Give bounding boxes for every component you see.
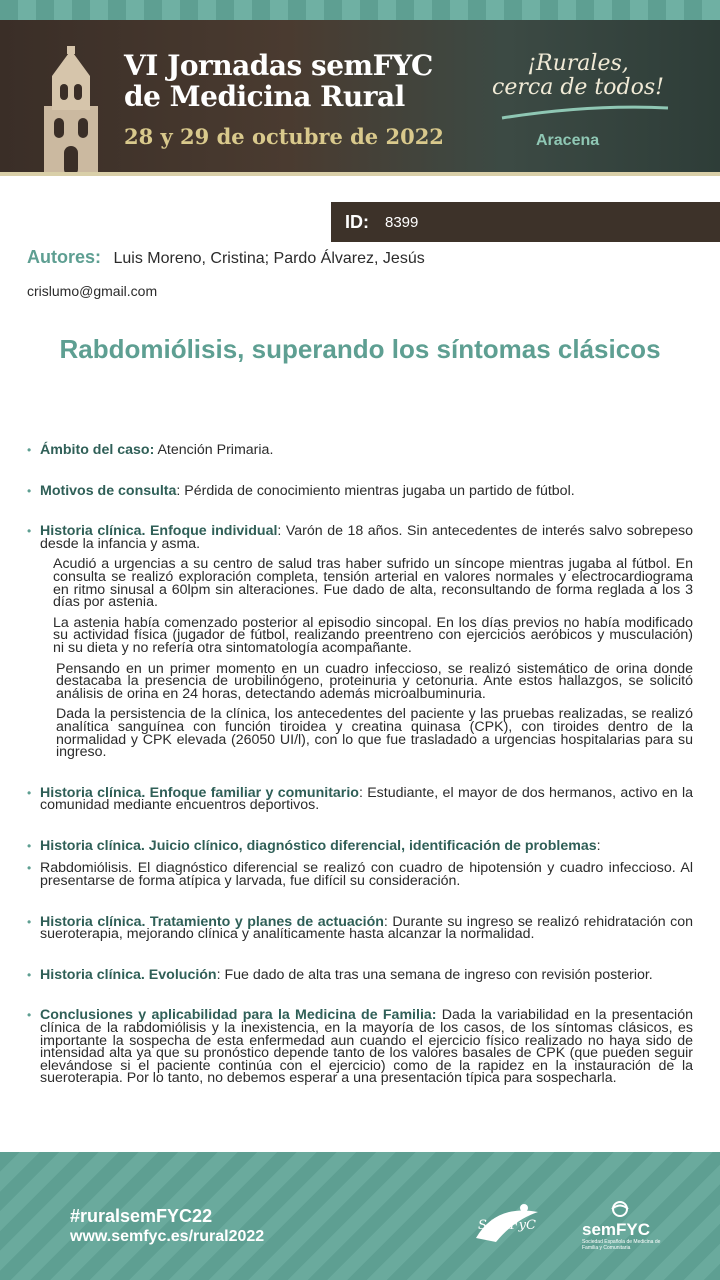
authors [27,247,707,268]
section-label: Historia clínica. Enfoque individual [40,523,278,540]
slogan-line1: ¡Rurales, [527,51,629,76]
section-text: : Estudiante, el mayor de dos hermanos, activo en la comunidad mediante encuentros deportivos. [40,784,693,814]
section-label: Conclusiones y aplicabilidad para la Medicina de Familia: [40,1007,437,1024]
semfyc-logo-subtitle: Sociedad Española de Medicina de Familia y Comunitaria [582,1239,661,1251]
event-dates: 28 y 29 de octubre de 2022 [124,124,444,149]
id-label: ID: [345,211,369,232]
bullet-icon: • [27,838,32,853]
case-content [27,444,693,1113]
section-text: Rabdomiólisis. El diagnóstico diferencial se realizó con cuadro de hipotensión y cuadro infeccioso. Al presentarse de forma atípica y larvada, fue difícil su consideración. [40,860,693,890]
authors-names: Luis Moreno, Cristina; Pardo Álvarez, Jesús [113,250,425,267]
section-enfoque-familiar [27,784,693,814]
footer-hashtag: #ruralsemFYC22 [70,1206,213,1226]
header-banner [0,0,720,176]
bullet-icon: • [27,443,32,457]
section-ambito [27,444,693,457]
event-title-line1: VI Jornadas semFYC [124,49,433,82]
section-text: : Fue dado de alta tras una semana de ingreso con revisión posterior. [216,966,653,983]
event-title [124,50,454,112]
section-label: Historia clínica. Tratamiento y planes de actuación [40,913,384,930]
bullet-icon: • [27,483,32,498]
slogan-line2: cerca de todos! [492,75,664,100]
section-text: Atención Primaria. [154,442,274,458]
semfyc-logo-text: semFYC [582,1220,651,1239]
banner-divider [0,172,720,176]
bullet-icon: • [27,967,32,982]
bullet-icon: • [27,914,32,929]
section-text: : [596,837,601,854]
section-label: Historia clínica. Enfoque familiar y comunitario [40,784,359,801]
event-place: Aracena [536,132,600,149]
id-value: 8399 [385,213,419,231]
section-conclusiones [27,1009,693,1085]
section-text: : Varón de 18 años. Sin antecedentes de interés salvo sobrepeso desde la infancia y asma. [40,523,693,552]
banner-pattern-strip [0,0,720,20]
section-motivos [27,482,693,499]
samfyc-logo-text: SAMFyC [478,1218,536,1233]
section-label: Historia clínica. Evolución [40,966,217,983]
paragraph: Acudió a urgencias a su centro de salud tras haber sufrido un síncope mientras jugaba al fútbol. En consulta se realizó exploración completa, tensión arterial en valores normales y electrocardiograma en ritmo sinusal a 60lpm sin alteraciones. Fue dado de alta, reconsultando de forma reglada a los 3 días por astenia. [53,556,693,611]
section-tratamiento [27,913,693,943]
section-text: : Durante su ingreso se realizó rehidratación con sueroterapia, mejorando clínica y analíticamente hasta alcanzar la normalidad. [40,913,693,943]
bullet-icon: • [27,861,32,876]
church-tower-icon [36,46,106,176]
section-label: Historia clínica. Juicio clínico, diagnóstico diferencial, identificación de problemas [40,837,597,854]
paragraph: Pensando en un primer momento en un cuadro infeccioso, se realizó sistemático de orina donde destacaba la presencia de urobilinógeno, proteinuria y cetonuria. Ante estos hallazgos, se solicitó análisis de orina en 24 horas, detectando además microalbuminuria. [56,660,693,702]
authors-label: Autores: [27,247,102,267]
footer-url: www.semfyc.es/rural2022 [70,1228,265,1245]
section-evolucion [27,966,693,983]
event-slogan [488,52,668,100]
paragraph: La astenia había comenzado posterior al episodio sincopal. En los días previos no había modificado su actividad física (jugador de fútbol, realizando preentreno con ejercicios aeróbicos y musculación) ni su dieta y no refería otra sintomatología acompañante. [53,614,693,656]
paragraph: Dada la persistencia de la clínica, los antecedentes del paciente y las pruebas realizadas, se realizó analítica sanguínea con función tiroidea y creatina quinasa (CPK), con tiroides dentro de la normalidad y CPK elevada (26050 UI/l), con lo que fue trasladado a urgencias hospitalarias para su ingreso. [56,706,693,761]
event-title-line2: de Medicina Rural [124,80,405,113]
author-email: crislumo@gmail.com [27,283,158,299]
section-label: Motivos de consulta [40,482,177,499]
bullet-icon: • [27,524,32,539]
id-bar [331,202,720,242]
swoosh-decoration-icon [500,104,670,120]
section-juicio-clinico [27,837,693,854]
page-title: Rabdomiólisis, superando los síntomas clásicos [59,334,661,364]
section-diagnostico [27,860,693,890]
section-text: : Pérdida de conocimiento mientras jugaba un partido de fútbol. [176,482,575,499]
section-label: Ámbito del caso: [40,442,155,458]
bullet-icon: • [27,1008,32,1023]
bullet-icon: • [27,785,32,800]
section-enfoque-individual [27,525,693,759]
section-text: Dada la variabilidad en la presentación clínica de la rabdomiólisis y la inexistencia, en la mayoría de los casos, de los síntomas clásicos, es importante la sospecha de esta enfermedad aun cuando el ejercicio físico realizado no haya sido de intensidad alta ya que su pronóstico depende tanto de los valores basales de CPK (que pueden seguir elevándose si el paciente continúa con el ejercicio) como de la rapidez en la instauración de la sueroterapia. Por lo tanto, no debemos esperar a una presentación típica para sospecharla. [40,1007,693,1087]
